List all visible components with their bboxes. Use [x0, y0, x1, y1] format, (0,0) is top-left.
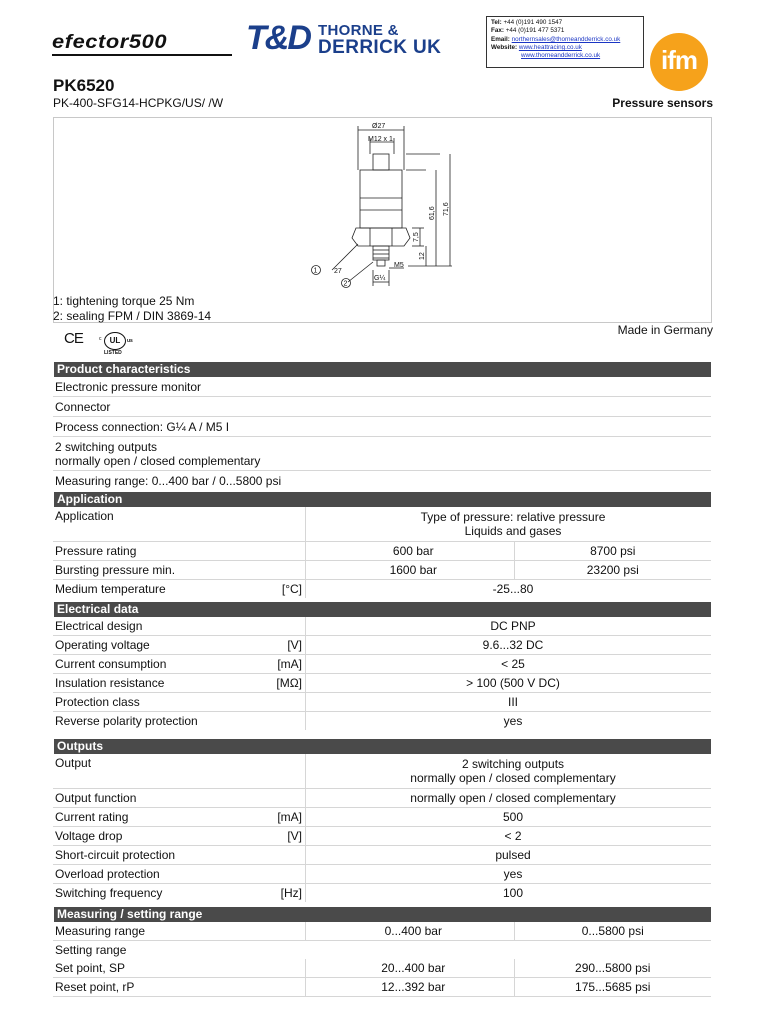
- td-logo-line2: DERRICK UK: [318, 37, 442, 58]
- table-row: [53, 377, 711, 397]
- table-row: [53, 827, 711, 846]
- row-label: Short-circuit protection: [55, 848, 176, 862]
- row-unit: [253, 865, 306, 883]
- efector-logo: efector500: [52, 32, 168, 53]
- row-unit: [mA]: [253, 655, 306, 673]
- row-value: III: [507, 695, 518, 709]
- table-row: [53, 846, 711, 865]
- table-row: [53, 712, 711, 730]
- table-row: [53, 580, 711, 598]
- section-header: Measuring / setting range: [54, 907, 711, 922]
- measuring-setting-range-table: [53, 907, 711, 997]
- row-label: Pressure rating: [55, 544, 137, 558]
- row-unit: [253, 789, 306, 807]
- fax-label: Fax:: [491, 27, 504, 35]
- table-row: [53, 561, 711, 580]
- contact-box: [486, 16, 644, 68]
- row-value-psi: 8700 psi: [514, 542, 712, 560]
- dimension-drawing: [300, 120, 470, 292]
- row-label: Operating voltage: [55, 638, 150, 652]
- section-header: Outputs: [54, 739, 711, 754]
- callout-1: 1: [313, 267, 318, 275]
- row-label: Switching frequency: [55, 886, 163, 900]
- table-row: [53, 884, 711, 902]
- table-row: [53, 417, 711, 437]
- row-value: -25...80: [492, 582, 534, 596]
- td-logo-mark: T&D: [246, 19, 310, 57]
- dim-12: 12: [419, 252, 426, 260]
- row-label: Insulation resistance: [55, 676, 165, 690]
- table-row: [53, 507, 711, 542]
- row-label: Setting range: [55, 943, 127, 957]
- row-unit: [°C]: [253, 580, 306, 598]
- table-row: [53, 789, 711, 808]
- dim-27: 27: [334, 268, 342, 275]
- row-label: Set point, SP: [55, 961, 126, 975]
- row-unit: [253, 712, 306, 730]
- table-row: [53, 754, 711, 789]
- ul-us-label: us: [127, 338, 133, 344]
- row-unit: [253, 561, 306, 579]
- row-value-psi: 290...5800 psi: [514, 959, 712, 977]
- table-row: [53, 693, 711, 712]
- table-row: [53, 617, 711, 636]
- row-value-psi: 175...5685 psi: [514, 978, 712, 996]
- table-row: [53, 959, 711, 978]
- row-value: [315, 754, 711, 788]
- dim-61-6: 61,6: [429, 206, 436, 220]
- row-unit: [V]: [253, 827, 306, 845]
- row-label: Output: [55, 756, 92, 770]
- row-unit: [Hz]: [253, 884, 306, 902]
- product-category: Pressure sensors: [612, 96, 713, 110]
- row-unit: [253, 507, 306, 541]
- row-value-bar: 20...400 bar: [381, 961, 446, 975]
- table-row: [53, 808, 711, 827]
- table-row: [53, 471, 711, 490]
- section-header: Electrical data: [54, 602, 711, 617]
- row-label: Electrical design: [55, 619, 143, 633]
- row-value: yes: [503, 867, 523, 881]
- row-value: DC PNP: [490, 619, 536, 633]
- row-value-psi: 0...5800 psi: [514, 922, 712, 940]
- row-unit: [253, 922, 306, 940]
- row-value: yes: [503, 714, 523, 728]
- table-row: [53, 922, 711, 941]
- characteristic-text: Process connection: G¼ A / M5 I: [55, 419, 230, 434]
- drawing-note-2: 2: sealing FPM / DIN 3869-14: [53, 309, 212, 323]
- dim-diameter: Ø27: [372, 123, 386, 130]
- electrical-data-table: [53, 602, 711, 730]
- row-value: [315, 507, 711, 541]
- row-label: Bursting pressure min.: [55, 563, 176, 577]
- ul-listed-label: LISTED: [104, 350, 122, 356]
- product-designation: PK-400-SFG14-HCPKG/US/ /W: [53, 96, 224, 110]
- dim-g14: G¼: [374, 275, 386, 282]
- characteristic-line: normally open / closed complementary: [55, 453, 261, 468]
- table-row: [53, 941, 711, 959]
- outputs-table: [53, 739, 711, 902]
- row-value-bar: 600 bar: [392, 544, 434, 558]
- ifm-logo-text: ifm: [661, 45, 697, 75]
- dim-thread: M12 x 1: [368, 136, 393, 143]
- tel-label: Tel:: [491, 19, 502, 26]
- row-label: Reverse polarity protection: [55, 714, 198, 728]
- application-table: [53, 492, 711, 598]
- row-unit: [253, 754, 306, 788]
- row-value-bar: 0...400 bar: [384, 924, 442, 938]
- row-label: Measuring range: [55, 924, 146, 938]
- tel-value: +44 (0)191 490 1547: [503, 19, 563, 26]
- row-value: 9.6...32 DC: [482, 638, 544, 652]
- product-characteristics-table: [53, 362, 711, 490]
- row-unit: [mA]: [253, 808, 306, 826]
- row-unit: [253, 617, 306, 635]
- email-link[interactable]: northernsales@thorneandderrick.co.uk: [511, 35, 621, 43]
- row-label: Output function: [55, 791, 137, 805]
- characteristic-text: Electronic pressure monitor: [55, 379, 202, 394]
- callout-2: 2: [343, 280, 348, 288]
- table-row: [53, 978, 711, 997]
- table-row: [53, 674, 711, 693]
- row-label: Protection class: [55, 695, 140, 709]
- table-row: [53, 542, 711, 561]
- value-line: Liquids and gases: [464, 524, 562, 538]
- value-line: Type of pressure: relative pressure: [420, 510, 606, 524]
- row-label: Overload protection: [55, 867, 160, 881]
- row-value-bar: 1600 bar: [389, 563, 437, 577]
- website-link-2[interactable]: www.thorneandderrick.co.uk: [521, 52, 601, 60]
- row-value: > 100 (500 V DC): [466, 676, 560, 690]
- drawing-note-1: 1: tightening torque 25 Nm: [53, 294, 195, 308]
- row-value: 500: [502, 810, 524, 824]
- row-unit: [253, 693, 306, 711]
- table-row: [53, 636, 711, 655]
- row-unit: [253, 959, 306, 977]
- dim-m5: M5: [394, 262, 404, 269]
- email-label: Email:: [491, 35, 510, 43]
- fax-value: +44 (0)191 477 5371: [505, 27, 565, 35]
- table-row: [53, 865, 711, 884]
- dim-71-6: 71,6: [443, 202, 450, 216]
- row-label: Application: [55, 509, 114, 523]
- row-value-psi: 23200 psi: [514, 561, 712, 579]
- ce-mark: CE: [64, 330, 83, 347]
- website-link-1[interactable]: www.heattracing.co.uk: [518, 43, 582, 51]
- row-unit: [253, 978, 306, 996]
- section-header: Product characteristics: [54, 362, 711, 377]
- td-logo-line1: THORNE &: [318, 22, 399, 39]
- table-row: [53, 397, 711, 417]
- row-value: < 25: [501, 657, 525, 671]
- row-value: < 2: [504, 829, 522, 843]
- row-value: pulsed: [495, 848, 531, 862]
- value-line: normally open / closed complementary: [410, 771, 616, 785]
- row-unit: [253, 542, 306, 560]
- table-row: [53, 437, 711, 471]
- product-code: PK6520: [53, 76, 115, 95]
- table-row: [53, 655, 711, 674]
- row-label: Reset point, rP: [55, 980, 135, 994]
- ul-mark: UL: [104, 332, 126, 350]
- characteristic-text: Measuring range: 0...400 bar / 0...5800 psi: [55, 473, 282, 488]
- made-in-label: Made in Germany: [617, 323, 713, 337]
- row-unit: [MΩ]: [253, 674, 306, 692]
- row-label: Current consumption: [55, 657, 167, 671]
- row-value-bar: 12...392 bar: [381, 980, 446, 994]
- row-label: Current rating: [55, 810, 129, 824]
- row-value: normally open / closed complementary: [410, 791, 616, 805]
- ul-c-label: c: [99, 336, 102, 342]
- characteristic-text: Connector: [55, 399, 111, 414]
- row-label: Medium temperature: [55, 582, 166, 596]
- characteristic-text: [53, 437, 262, 470]
- section-header: Application: [54, 492, 711, 507]
- row-unit: [253, 846, 306, 864]
- dim-7-5: 7,5: [413, 232, 420, 242]
- row-unit: [V]: [253, 636, 306, 654]
- website-label: Website:: [491, 43, 518, 51]
- value-line: 2 switching outputs: [461, 757, 565, 771]
- efector-logo-rule: [52, 54, 232, 56]
- row-value: 100: [502, 886, 524, 900]
- characteristic-line: 2 switching outputs: [55, 439, 158, 454]
- row-label: Voltage drop: [55, 829, 123, 843]
